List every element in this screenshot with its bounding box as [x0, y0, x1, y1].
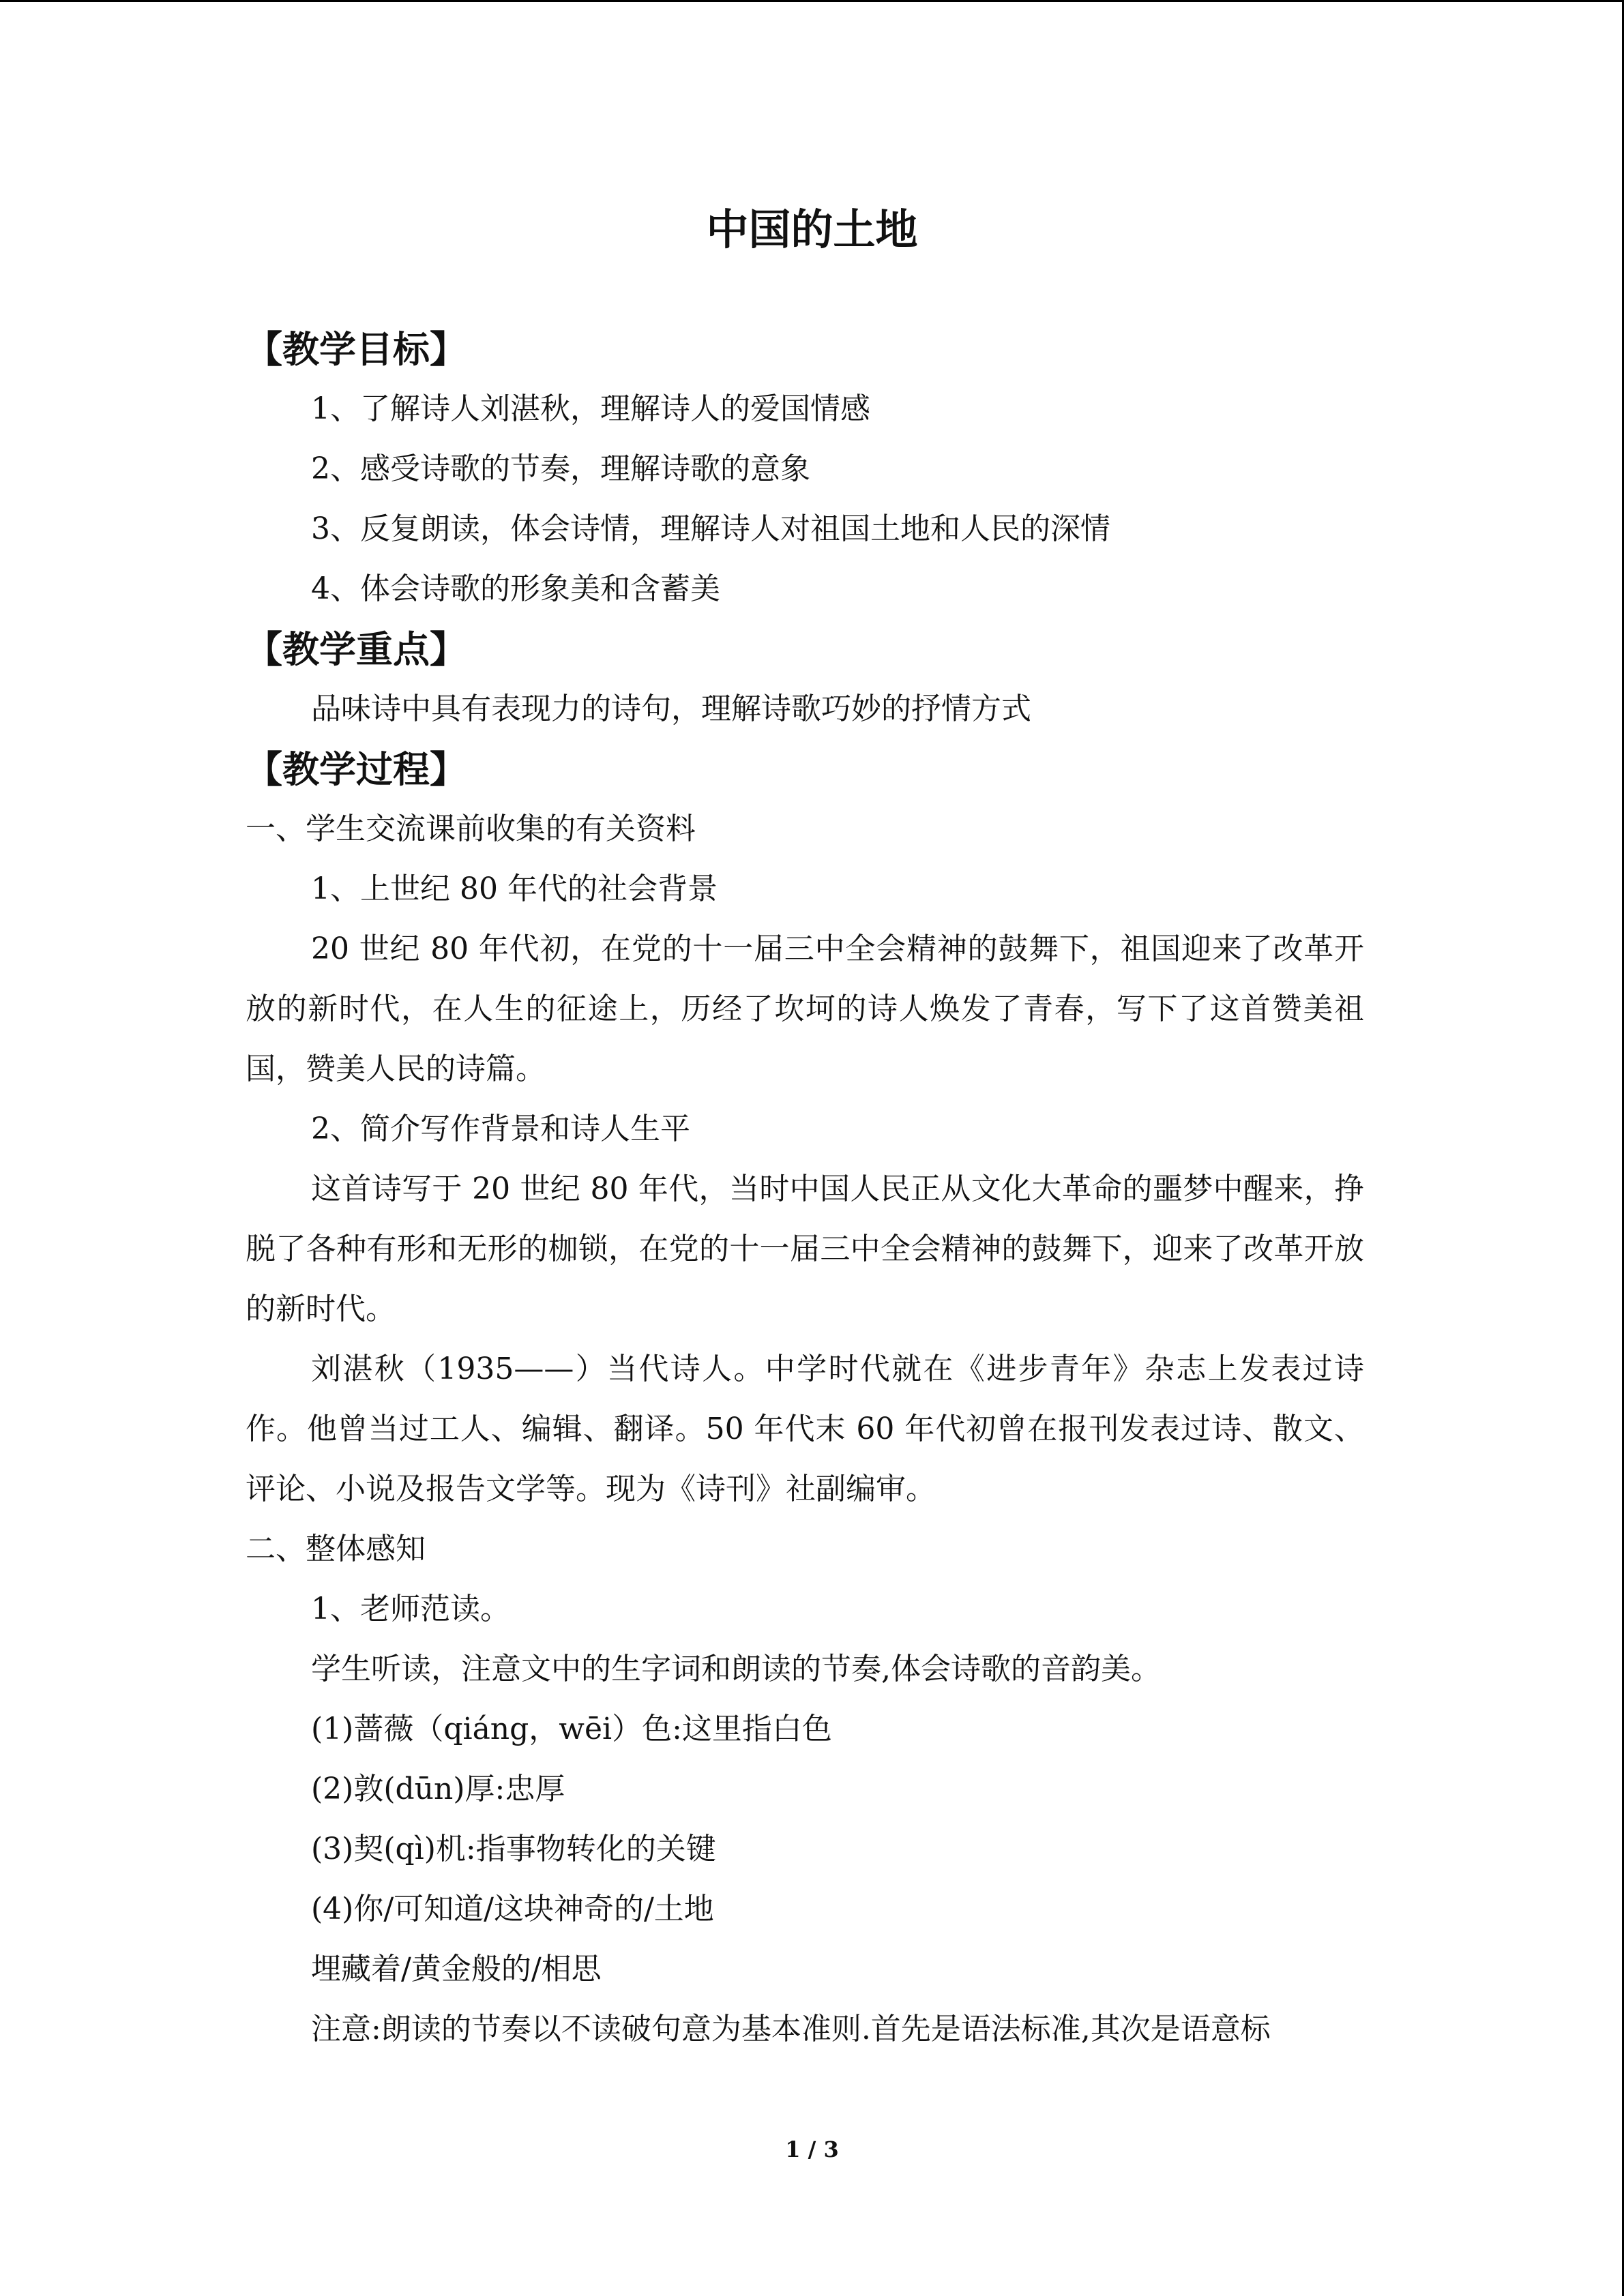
page-number: 1 / 3: [785, 2136, 839, 2162]
process-part-title: 二、整体感知: [246, 1532, 426, 1566]
objective-item: 4、体会诗歌的形象美和含蓄美: [311, 571, 720, 606]
vocab-item: (4)你/可知道/这块神奇的/土地: [311, 1892, 714, 1926]
vocab-item: (3)契(qì)机:指事物转化的关键: [311, 1832, 716, 1866]
background-paragraph: 20 世纪 80 年代初，在党的十一届三中全会精神的鼓舞下，祖国迎来了改革开放的新时代，在人生的征途上，历经了坎坷的诗人焕发了青春，写下了这首赞美祖国，赞美人民的诗篇。: [246, 931, 1364, 1086]
process-subheading: 1、上世纪 80 年代的社会背景: [311, 871, 718, 906]
poet-biography-paragraph: 刘湛秋（1935——）当代诗人。中学时代就在《进步青年》杂志上发表过诗作。他曾当过工人、编辑、翻译。50 年代末 60 年代初曾在报刊发表过诗、散文、评论、小说及报告文学等。现为《诗刊》社副编审。: [246, 1352, 1364, 1506]
section-heading-process: 【教学过程】: [246, 747, 467, 791]
process-part-title: 一、学生交流课前收集的有关资料: [246, 811, 696, 846]
page-border-top: [0, 0, 1624, 2]
reading-note: 注意:朗读的节奏以不读破句意为基本准则.首先是语法标准,其次是语意标: [311, 2012, 1271, 2046]
writing-background-paragraph: 这首诗写于 20 世纪 80 年代，当时中国人民正从文化大革命的噩梦中醒来，挣脱了各种有形和无形的枷锁，在党的十一届三中全会精神的鼓舞下，迎来了改革开放的新时代。: [246, 1172, 1364, 1326]
poem-line: 埋藏着/黄金般的/相思: [311, 1952, 602, 1986]
objective-item: 2、感受诗歌的节奏，理解诗歌的意象: [311, 451, 810, 486]
listening-instruction: 学生听读，注意文中的生字词和朗读的节奏,体会诗歌的音韵美。: [311, 1652, 1161, 1686]
section-heading-objectives: 【教学目标】: [246, 327, 467, 371]
objective-item: 3、反复朗读，体会诗情，理解诗人对祖国土地和人民的深情: [311, 511, 1110, 546]
process-subheading: 1、老师范读。: [311, 1592, 510, 1626]
section-heading-key-points: 【教学重点】: [246, 627, 467, 671]
vocab-item: (1)蔷薇（qiáng，wēi）色:这里指白色: [311, 1712, 832, 1746]
document-title: 中国的土地: [706, 205, 918, 254]
objective-item: 1、了解诗人刘湛秋，理解诗人的爱国情感: [311, 391, 870, 426]
key-points-text: 品味诗中具有表现力的诗句，理解诗歌巧妙的抒情方式: [311, 691, 1031, 726]
process-subheading: 2、简介写作背景和诗人生平: [311, 1112, 690, 1146]
vocab-item: (2)敦(dūn)厚:忠厚: [311, 1772, 565, 1806]
document-body: [246, 319, 1364, 2059]
